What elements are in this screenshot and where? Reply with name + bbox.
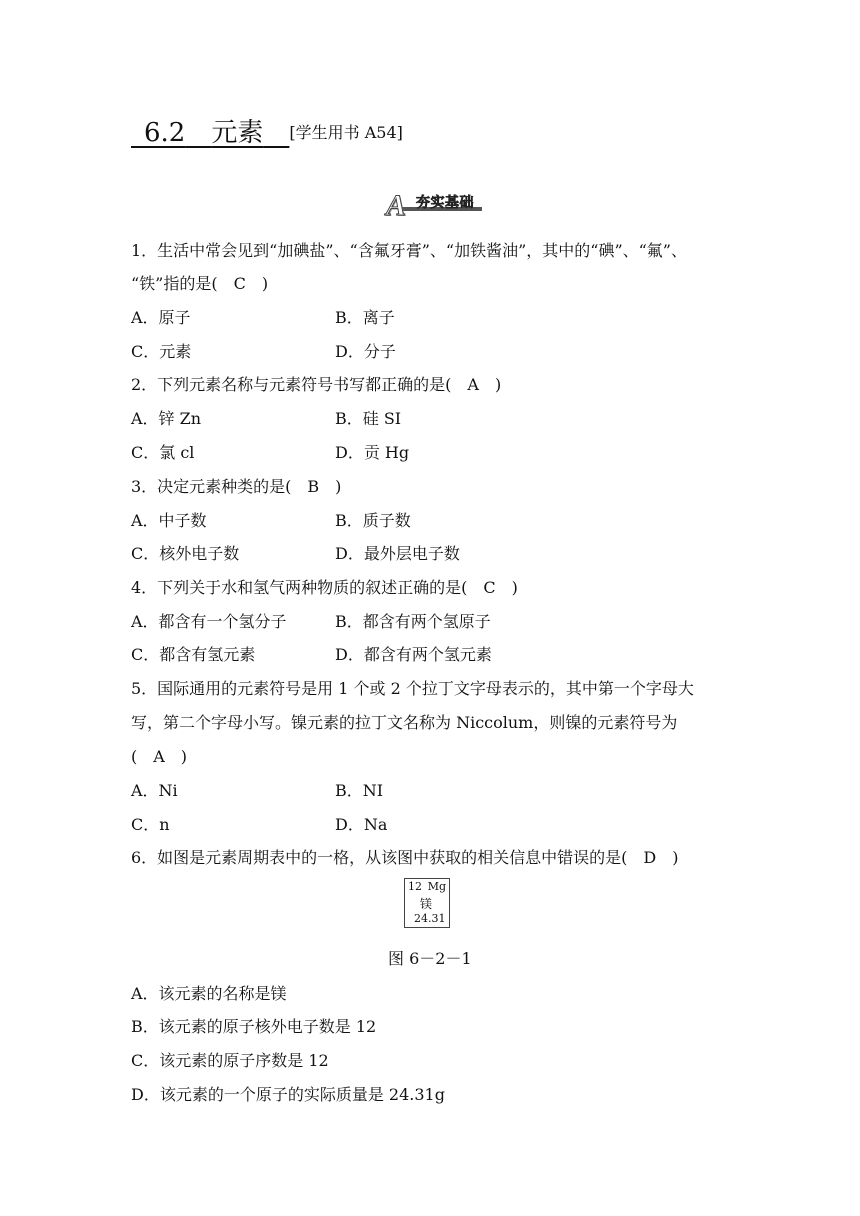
- question-3-option-b: B．质子数: [335, 511, 411, 530]
- question-5-option-d: D．Na: [335, 815, 388, 834]
- question-3-option-c: C．核外电子数: [131, 544, 240, 563]
- question-5-option-c: C．n: [131, 815, 170, 834]
- question-4-option-a: A．都含有一个氢分子: [131, 612, 287, 631]
- question-4-option-b: B．都含有两个氢原子: [335, 612, 491, 631]
- section-heading: [131, 112, 403, 149]
- book-reference: [学生用书 A54]: [289, 123, 403, 142]
- atomic-number: 12: [408, 880, 422, 893]
- question-6-option-c: C．该元素的原子序数是 12: [131, 1051, 329, 1070]
- question-3-option-a: A．中子数: [131, 511, 207, 530]
- question-2-option-b: B．硅 SI: [335, 409, 402, 428]
- question-4-line-1: 4．下列关于水和氢气两种物质的叙述正确的是( C ): [131, 578, 518, 597]
- question-1-option-c: C．元素: [131, 342, 192, 361]
- badge-label: 夯实基础: [416, 195, 474, 211]
- question-1-option-a: A．原子: [131, 308, 191, 327]
- question-5-option-a: A．Ni: [131, 781, 178, 800]
- question-6-option-a: A．该元素的名称是镁: [131, 984, 287, 1003]
- section-number: 6.2: [144, 118, 186, 148]
- question-4-option-d: D．都含有两个氢元素: [335, 645, 492, 664]
- question-6-option-b: B．该元素的原子核外电子数是 12: [131, 1017, 377, 1036]
- section-number-blank: [131, 118, 144, 148]
- question-1-option-d: D．分子: [335, 342, 396, 361]
- question-1-line-1: 1．生活中常会见到“加碘盐”、“含氟牙膏”、“加铁酱油”，其中的“碘”、“氟”、: [131, 241, 687, 260]
- section-title: 元素: [211, 118, 264, 148]
- badge-letter: A: [386, 189, 407, 222]
- question-2-option-a: A．锌 Zn: [131, 409, 202, 428]
- atomic-mass: 24.31: [414, 912, 446, 925]
- section-badge: [386, 189, 484, 222]
- question-5-line-2: 写，第二个字母小写。镍元素的拉丁文名称为 Niccolum，则镍的元素符号为: [131, 713, 678, 732]
- element-name: 镁: [420, 897, 433, 911]
- question-1-option-b: B．离子: [335, 308, 395, 327]
- question-2-option-d: D．贡 Hg: [335, 443, 410, 462]
- figure-caption: 图 6－2－1: [388, 949, 472, 968]
- question-2-line-1: 2．下列元素名称与元素符号书写都正确的是( A ): [131, 375, 502, 394]
- question-6-line-1: 6．如图是元素周期表中的一格，从该图中获取的相关信息中错误的是( D ): [131, 848, 679, 867]
- element-symbol: Mg: [427, 880, 446, 893]
- question-5-line-3: ( A ): [131, 747, 188, 766]
- question-2-option-c: C．氯 cl: [131, 443, 195, 462]
- question-1-line-2: “铁”指的是( C ): [131, 274, 269, 293]
- periodic-table-cell: [404, 878, 450, 928]
- question-5-option-b: B．NI: [335, 781, 384, 800]
- question-6-option-d: D．该元素的一个原子的实际质量是 24.31g: [131, 1085, 445, 1104]
- question-3-line-1: 3．决定元素种类的是( B ): [131, 477, 342, 496]
- question-3-option-d: D．最外层电子数: [335, 544, 460, 563]
- question-4-option-c: C．都含有氢元素: [131, 645, 256, 664]
- question-5-line-1: 5．国际通用的元素符号是用 1 个或 2 个拉丁文字母表示的，其中第一个字母大: [131, 679, 694, 698]
